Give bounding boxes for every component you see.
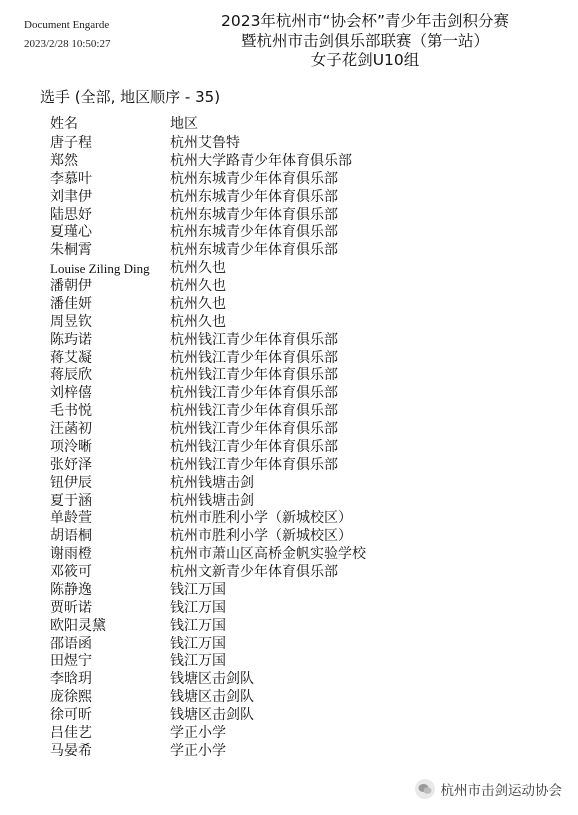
- fencer-name: 欧阳灵黛: [50, 617, 106, 634]
- fencer-region: 杭州久也: [170, 295, 226, 312]
- fencer-name: 蒋艾凝: [50, 349, 92, 366]
- table-row: [50, 332, 470, 350]
- title-line-2: 暨杭州市击剑俱乐部联赛（第一站）: [240, 31, 489, 50]
- fencer-region: 杭州大学路青少年体育俱乐部: [170, 152, 352, 169]
- fencer-region: 杭州东城青少年体育俱乐部: [170, 188, 338, 205]
- table-row: [50, 582, 470, 600]
- table-row: [50, 242, 470, 260]
- fencer-region: 钱江万国: [170, 635, 226, 652]
- fencer-region: 杭州钱江青少年体育俱乐部: [170, 421, 338, 437]
- fencer-name: 蒋辰欣: [50, 367, 92, 384]
- table-row: [50, 278, 470, 296]
- table-row: [50, 135, 470, 153]
- source-label: Document Engarde: [24, 19, 110, 31]
- title-line-1: 2023年杭州市“协会杯”青少年击剑积分赛: [220, 12, 509, 30]
- table-row: [50, 618, 470, 636]
- table-row: [50, 457, 470, 475]
- fencer-name: 马晏希: [50, 742, 92, 759]
- fencer-region: 钱江万国: [170, 653, 226, 670]
- fencer-name: 谢雨橙: [50, 546, 92, 563]
- fencer-name: 邓筱可: [50, 564, 92, 580]
- timestamp: 2023/2/28 10:50:27: [24, 38, 111, 50]
- table-row: [50, 725, 470, 743]
- fencer-name: 项泠晰: [50, 438, 92, 455]
- table-row: [50, 636, 470, 654]
- fencer-name: 毛书悦: [50, 403, 92, 420]
- table-row: [50, 689, 470, 707]
- table-row: [50, 189, 470, 207]
- fencer-region: 杭州钱江青少年体育俱乐部: [170, 403, 338, 420]
- watermark: [415, 779, 563, 799]
- table-row: [50, 671, 470, 689]
- fencer-region: 钱江万国: [170, 617, 226, 634]
- table-row: [50, 421, 470, 439]
- header-region: 地区: [170, 116, 198, 132]
- header-name: 姓名: [50, 116, 78, 132]
- subheading: 选手 (全部, 地区顺序 - 35): [40, 88, 221, 106]
- table-row: [50, 385, 470, 403]
- fencer-name: 吕佳艺: [50, 724, 92, 741]
- fencer-region: 学正小学: [170, 724, 226, 741]
- fencer-name: 庞徐熙: [50, 689, 92, 706]
- fencer-region: 学正小学: [170, 742, 226, 759]
- fencer-name: 李慕叶: [50, 170, 92, 187]
- fencer-name: 郑然: [50, 152, 78, 169]
- fencer-region: 杭州钱江青少年体育俱乐部: [170, 349, 338, 366]
- table-header: [50, 113, 470, 135]
- fencer-name: 潘佳妍: [50, 295, 92, 312]
- table-row: [50, 743, 470, 761]
- fencer-region: 杭州钱塘击剑: [170, 474, 254, 491]
- title-line-3: 女子花剑U10组: [310, 51, 420, 69]
- fencer-name: 徐可昕: [50, 707, 92, 723]
- table-row: [50, 153, 470, 171]
- fencer-name: 刘梓僖: [50, 385, 92, 402]
- fencer-region: 钱江万国: [170, 581, 226, 598]
- fencer-name: 夏于涵: [50, 492, 92, 509]
- fencer-name: 唐子程: [50, 135, 92, 151]
- watermark-text: 杭州市击剑运动协会: [440, 783, 562, 799]
- fencer-name: 李晗玥: [50, 671, 92, 688]
- fencer-region: 杭州东城青少年体育俱乐部: [170, 242, 338, 259]
- fencer-name: 刘聿伊: [50, 188, 92, 205]
- fencer-name: 潘朝伊: [50, 278, 92, 294]
- fencer-region: 杭州市胜利小学（新城校区）: [170, 528, 352, 545]
- table-row: [50, 493, 470, 511]
- table-row: [50, 296, 470, 314]
- fencer-name: 胡语桐: [50, 528, 92, 545]
- table-row: [50, 224, 470, 242]
- fencer-name: 贾昕诺: [50, 599, 92, 616]
- fencer-region: 杭州久也: [170, 260, 226, 277]
- fencer-region: 杭州东城青少年体育俱乐部: [170, 206, 338, 223]
- fencer-name: 汪菡初: [50, 421, 92, 437]
- table-row: [50, 707, 470, 725]
- table-row: [50, 171, 470, 189]
- fencer-name: Louise Ziling Ding: [50, 261, 150, 277]
- table-row: [50, 207, 470, 225]
- table-row: [50, 528, 470, 546]
- table-row: [50, 600, 470, 618]
- fencer-region: 杭州钱江青少年体育俱乐部: [170, 385, 338, 402]
- table-row: [50, 403, 470, 421]
- fencer-region: 杭州久也: [170, 313, 226, 330]
- fencer-table: [50, 113, 470, 761]
- fencer-name: 周昱钦: [50, 313, 92, 330]
- fencer-name: 陈玙诺: [50, 331, 92, 348]
- fencer-region: 钱塘区击剑队: [170, 707, 254, 723]
- table-row: [50, 475, 470, 493]
- fencer-region: 杭州钱江青少年体育俱乐部: [170, 367, 338, 384]
- table-row: [50, 546, 470, 564]
- fencer-name: 钮伊辰: [50, 474, 92, 491]
- fencer-name: 夏瑾心: [50, 224, 92, 241]
- fencer-name: 陆思妤: [50, 206, 92, 223]
- document-titles: [190, 12, 540, 71]
- fencer-region: 钱江万国: [170, 599, 226, 616]
- fencer-region: 杭州钱江青少年体育俱乐部: [170, 456, 338, 473]
- table-row: [50, 564, 470, 582]
- fencer-region: 钱塘区击剑队: [170, 689, 254, 706]
- table-row: [50, 314, 470, 332]
- fencer-name: 单龄萱: [50, 510, 92, 527]
- fencer-region: 杭州久也: [170, 278, 226, 294]
- document-meta: [24, 16, 110, 54]
- fencer-name: 邵语函: [50, 635, 92, 652]
- table-row: [50, 350, 470, 368]
- fencer-region: 钱塘区击剑队: [170, 671, 254, 688]
- table-row: [50, 260, 470, 278]
- fencer-region: 杭州钱江青少年体育俱乐部: [170, 331, 338, 348]
- table-row: [50, 439, 470, 457]
- fencer-region: 杭州市胜利小学（新城校区）: [170, 510, 352, 527]
- fencer-region: 杭州艾鲁特: [170, 135, 240, 151]
- fencer-name: 张妤泽: [50, 456, 92, 473]
- fencer-name: 朱桐霄: [50, 242, 92, 259]
- fencer-region: 杭州东城青少年体育俱乐部: [170, 224, 338, 241]
- fencer-region: 杭州文新青少年体育俱乐部: [170, 564, 338, 580]
- fencer-region: 杭州钱江青少年体育俱乐部: [170, 438, 338, 455]
- fencer-region: 杭州东城青少年体育俱乐部: [170, 170, 338, 187]
- wechat-icon: [415, 779, 435, 799]
- fencer-name: 田煜宁: [50, 653, 92, 670]
- fencer-region: 杭州市萧山区高桥金帆实验学校: [170, 546, 366, 563]
- fencer-region: 杭州钱塘击剑: [170, 492, 254, 509]
- fencer-name: 陈静逸: [50, 581, 92, 598]
- table-row: [50, 510, 470, 528]
- table-row: [50, 367, 470, 385]
- table-row: [50, 653, 470, 671]
